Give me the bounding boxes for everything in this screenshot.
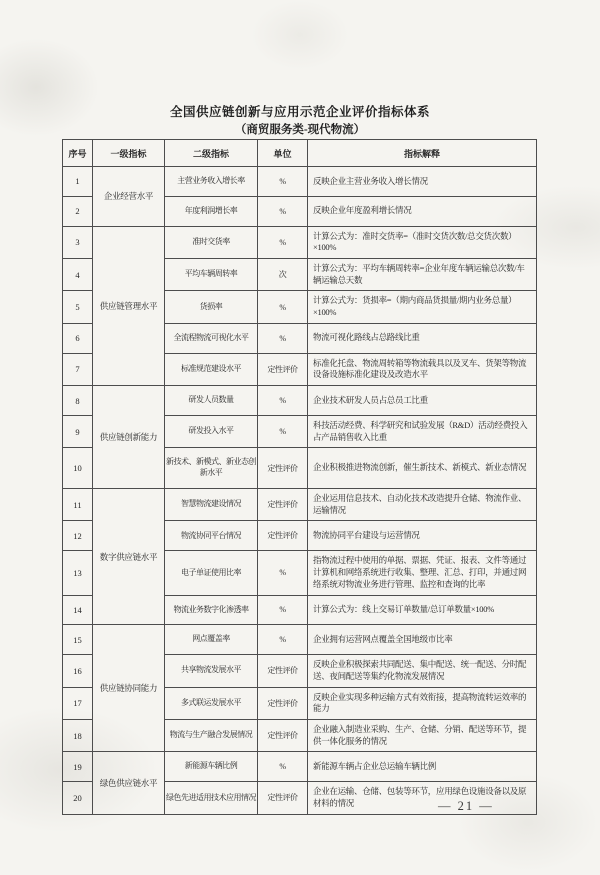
page-number: — 21 — [438,799,494,813]
unit-cell: 定性评价 [258,488,308,520]
explanation-cell: 反映企业实现多种运输方式有效衔接，提高物流转运效率的能力 [308,687,537,719]
row-number-cell: 7 [63,353,93,385]
level2-indicator-cell: 多式联运发展水平 [165,687,258,719]
table-row [63,386,537,416]
unit-cell: 定性评价 [258,521,308,551]
explanation-cell: 企业运用信息技术、自动化技术改造提升仓储、物流作业、运输情况 [308,488,537,520]
row-number-cell: 8 [63,386,93,416]
explanation-cell: 反映企业主营业务收入增长情况 [308,167,537,197]
unit-cell: 定性评价 [258,353,308,385]
row-number-cell: 15 [63,625,93,655]
table-header-row [63,140,537,167]
row-number-cell: 18 [63,720,93,752]
unit-cell: % [258,752,308,782]
explanation-cell: 计算公式为：平均车辆周转率=企业年度车辆运输总次数/车辆运输总天数 [308,259,537,291]
table-row [63,167,537,197]
level2-indicator-cell: 新技术、新模式、新业态创新水平 [165,448,258,489]
unit-cell: 定性评价 [258,687,308,719]
explanation-cell: 标准化托盘、物流周转箱等物流载具以及叉车、货架等物流设备设施标准化建设及改造水平 [308,353,537,385]
col-header-level1: 一级指标 [93,140,165,167]
document-title: 全国供应链创新与应用示范企业评价指标体系 [169,105,430,119]
unit-cell: % [258,595,308,625]
unit-cell: % [258,167,308,197]
explanation-cell: 反映企业积极探索共同配送、集中配送、统一配送、分时配送、夜间配送等集约化物流发展情况 [308,655,537,687]
row-number-cell: 20 [63,782,93,814]
row-number-cell: 14 [63,595,93,625]
unit-cell: % [258,551,308,595]
unit-cell: % [258,226,308,258]
explanation-cell: 物流可视化路线占总路线比重 [308,323,537,353]
col-header-no: 序号 [63,140,93,167]
level2-indicator-cell: 新能源车辆比例 [165,752,258,782]
table-row [63,752,537,782]
explanation-cell: 计算公式为：准时交货率=（准时交货次数/总交货次数）×100% [308,226,537,258]
row-number-cell: 19 [63,752,93,782]
row-number-cell: 9 [63,415,93,447]
row-number-cell: 17 [63,687,93,719]
explanation-cell: 新能源车辆占企业总运输车辆比例 [308,752,537,782]
level2-indicator-cell: 研发投入水平 [165,415,258,447]
table-row [63,488,537,520]
col-header-level2: 二级指标 [165,140,258,167]
level2-indicator-cell: 准时交货率 [165,226,258,258]
unit-cell: % [258,415,308,447]
document-subtitle: （商贸服务类-现代物流） [234,124,366,136]
evaluation-indicator-table [62,139,537,815]
level1-indicator-cell: 供应链创新能力 [93,386,165,489]
explanation-cell: 企业融入制造业采购、生产、仓储、分销、配送等环节，提供一体化服务的情况 [308,720,537,752]
row-number-cell: 4 [63,259,93,291]
unit-cell: % [258,625,308,655]
level2-indicator-cell: 年度利润增长率 [165,196,258,226]
level1-indicator-cell: 供应链协同能力 [93,625,165,752]
table-row [63,226,537,258]
unit-cell: % [258,323,308,353]
unit-cell: % [258,291,308,323]
explanation-cell: 计算公式为：线上交易订单数量/总订单数量×100% [308,595,537,625]
level1-indicator-cell: 绿色供应链水平 [93,752,165,814]
level2-indicator-cell: 绿色先进适用技术应用情况 [165,782,258,814]
level2-indicator-cell: 物流协同平台情况 [165,521,258,551]
level2-indicator-cell: 研发人员数量 [165,386,258,416]
unit-cell: % [258,196,308,226]
level2-indicator-cell: 共享物流发展水平 [165,655,258,687]
level2-indicator-cell: 电子单证使用比率 [165,551,258,595]
level2-indicator-cell: 物流业务数字化渗透率 [165,595,258,625]
explanation-cell: 计算公式为：货损率=（期内商品货损量/期内业务总量）×100% [308,291,537,323]
row-number-cell: 12 [63,521,93,551]
explanation-cell: 企业积极推进物流创新，催生新技术、新模式、新业态情况 [308,448,537,489]
explanation-cell: 物流协同平台建设与运营情况 [308,521,537,551]
row-number-cell: 5 [63,291,93,323]
row-number-cell: 3 [63,226,93,258]
level2-indicator-cell: 全流程物流可视化水平 [165,323,258,353]
row-number-cell: 10 [63,448,93,489]
col-header-explanation: 指标解释 [308,140,537,167]
row-number-cell: 16 [63,655,93,687]
row-number-cell: 6 [63,323,93,353]
explanation-cell: 指物流过程中使用的单据、票据、凭证、报表、文件等通过计算机和网络系统进行收集、整理、汇总、打印，并通过网络系统对物流业务进行管理、监控和查询的比率 [308,551,537,595]
row-number-cell: 11 [63,488,93,520]
unit-cell: 次 [258,259,308,291]
unit-cell: 定性评价 [258,448,308,489]
level2-indicator-cell: 平均车辆周转率 [165,259,258,291]
level2-indicator-cell: 主营业务收入增长率 [165,167,258,197]
level2-indicator-cell: 网点覆盖率 [165,625,258,655]
explanation-cell: 企业拥有运营网点覆盖全国地级市比率 [308,625,537,655]
row-number-cell: 13 [63,551,93,595]
level2-indicator-cell: 标准规范建设水平 [165,353,258,385]
explanation-cell: 企业技术研发人员占总员工比重 [308,386,537,416]
level2-indicator-cell: 货损率 [165,291,258,323]
explanation-cell: 反映企业年度盈利增长情况 [308,196,537,226]
level1-indicator-cell: 企业经营水平 [93,167,165,227]
row-number-cell: 2 [63,196,93,226]
unit-cell: 定性评价 [258,782,308,814]
unit-cell: 定性评价 [258,720,308,752]
unit-cell: % [258,386,308,416]
explanation-cell: 企业在运输、仓储、包装等环节，应用绿色设施设备以及原材料的情况 [308,782,537,814]
level1-indicator-cell: 供应链管理水平 [93,226,165,386]
table-row [63,625,537,655]
level2-indicator-cell: 物流与生产融合发展情况 [165,720,258,752]
level1-indicator-cell: 数字供应链水平 [93,488,165,624]
row-number-cell: 1 [63,167,93,197]
explanation-cell: 科技活动经费、科学研究和试验发展（R&D）活动经费投入占产品销售收入比重 [308,415,537,447]
unit-cell: 定性评价 [258,655,308,687]
level2-indicator-cell: 智慧物流建设情况 [165,488,258,520]
col-header-unit: 单位 [258,140,308,167]
title-block [0,102,600,137]
